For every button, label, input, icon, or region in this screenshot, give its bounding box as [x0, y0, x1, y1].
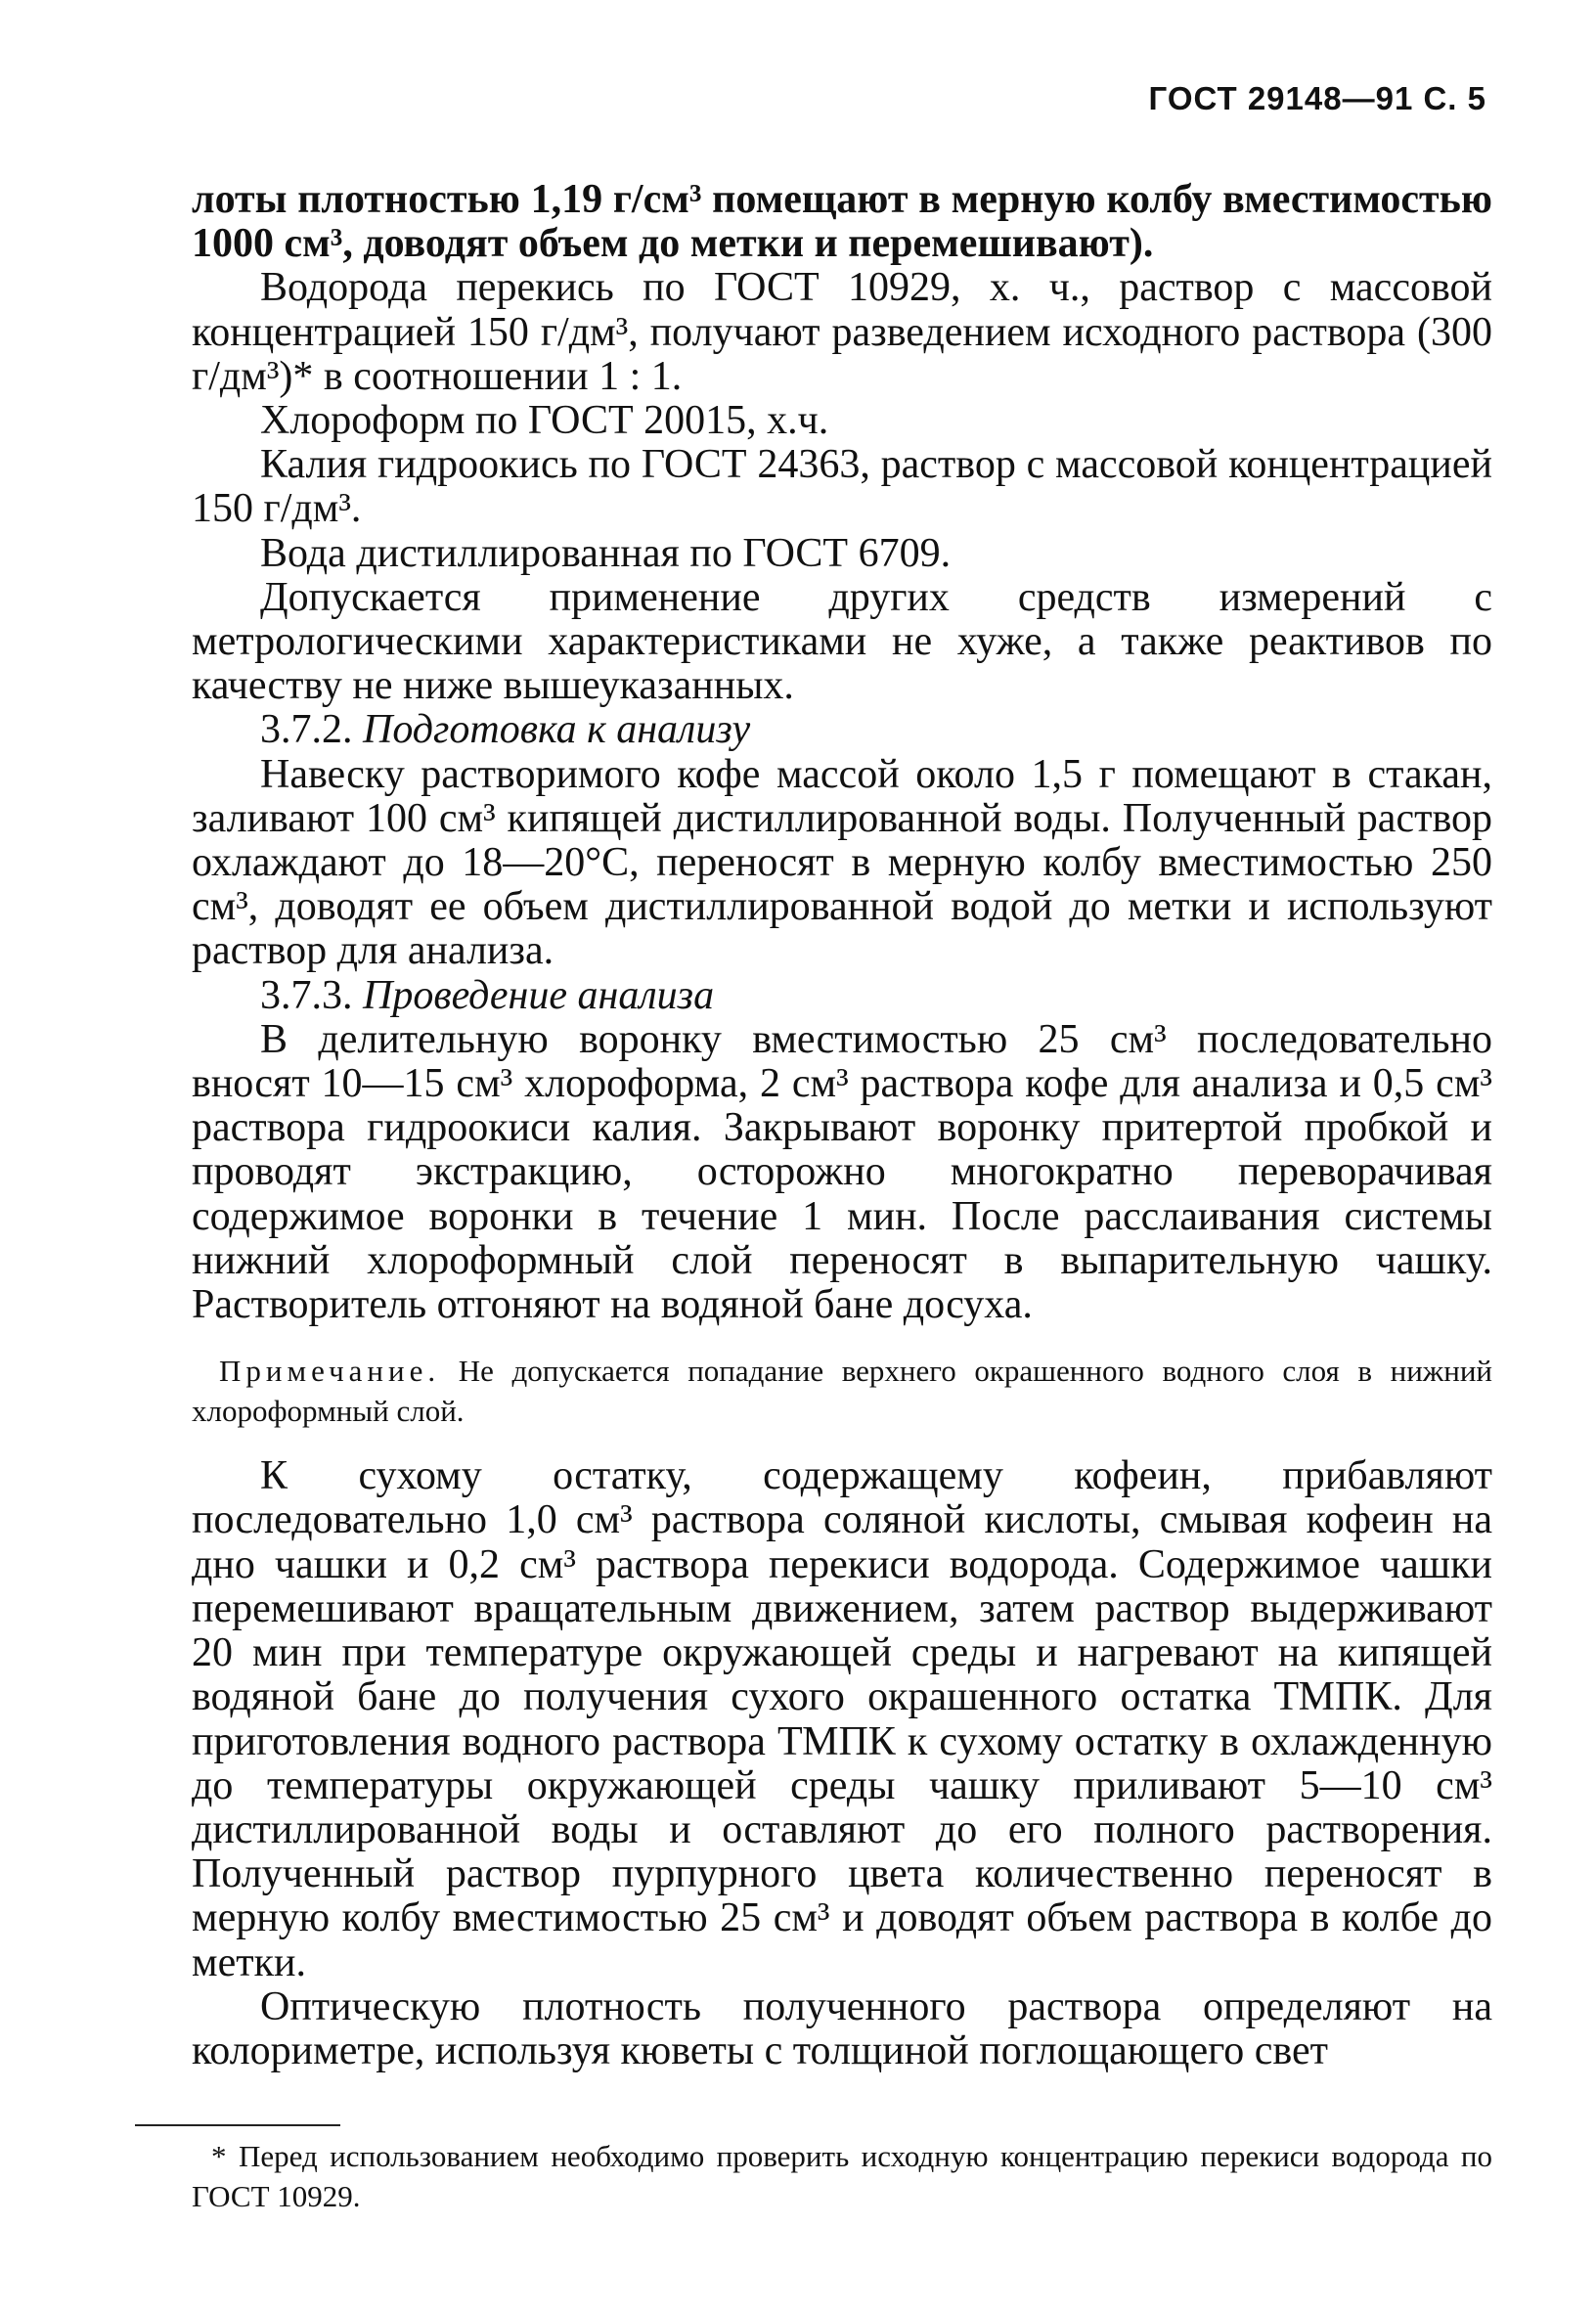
paragraph-distilled-water: Вода дистиллированная по ГОСТ 6709.	[260, 530, 952, 576]
paragraph-continuation: лоты плотностью 1,19 г/см³ помещают в мерную колбу вместимостью 1000 см³, доводят объем до метки и перемешивают).	[192, 177, 1492, 267]
footnote-divider	[135, 2124, 340, 2126]
section-title: Проведение анализа	[363, 972, 715, 1018]
paragraph-dry-residue: К сухому остатку, содержащему кофеин, прибавляют последовательно 1,0 см³ раствора соляной кислоты, смывая кофеин на дно чашки и 0,2 см³ раствора перекиси водорода. Содержимое чашки перемешивают вращательным движением, затем раствор выдерживают 20 мин при температуре окружающей среды и нагревают на кипящей водяной бане до получения сухого окрашенного остатка ТМПК. Для приготовления водного раствора ТМПК к сухому остатку в охлажденную до температуры окружающей среды чашку приливают 5—10 см³ дистиллированной воды и оставляют до его полного растворения. Полученный раствор пурпурного цвета количественно переносят в мерную колбу вместимостью 25 см³ и доводят объем раствора в колбе до метки.	[192, 1453, 1492, 1985]
paragraph-optical-density: Оптическую плотность полученного раствора определяют на колориметре, используя кюветы с толщиной поглощающего свет	[192, 1983, 1492, 2073]
paragraph-preparation: Навеску растворимого кофе массой около 1,5 г помещают в стакан, заливают 100 см³ кипящей дистиллированной воды. Полученный раствор охлаждают до 18—20°С, переносят в мерную колбу вместимостью 250 см³, доводят ее объем дистиллированной водой до метки и используют раствор для анализа.	[192, 751, 1492, 974]
paragraph-potassium-hydroxide: Калия гидроокись по ГОСТ 24363, раствор с массовой концентрацией 150 г/дм³.	[192, 442, 1492, 532]
note-label: Примечание.	[219, 1354, 441, 1389]
paragraph-chloroform: Хлороформ по ГОСТ 20015, х.ч.	[260, 398, 829, 444]
section-heading-3-7-3	[192, 974, 1492, 1018]
paragraph-procedure: В делительную воронку вместимостью 25 см³ последовательно вносят 10—15 см³ хлороформа, 2 см³ раствора кофе для анализа и 0,5 см³ раствора гидроокиси калия. Закрывают воронку притертой пробкой и проводят экстракцию, осторожно многократно переворачивая содержимое воронки в течение 1 мин. После расслаивания системы нижний хлороформный слой переносят в выпарительную чашку. Растворитель отгоняют на водяной бане досуха.	[192, 1016, 1492, 1328]
main-text	[192, 178, 1492, 2073]
note	[192, 1351, 1492, 1431]
paragraph-allowed-substitutes: Допускается применение других средств измерений с метрологическими характеристиками не хуже, а также реактивов по качеству не ниже вышеуказанных.	[192, 574, 1492, 709]
running-header: ГОСТ 29148—91 С. 5	[1148, 80, 1486, 116]
paragraph-hydrogen-peroxide: Водорода перекись по ГОСТ 10929, х. ч., раствор с массовой концентрацией 150 г/дм³, получают разведением исходного раствора (300 г/дм³)* в соотношении 1 : 1.	[192, 265, 1492, 399]
section-title: Подготовка к анализу	[363, 707, 751, 753]
section-heading-3-7-2	[192, 708, 1492, 752]
footnote: * Перед использованием необходимо проверить исходную концентрацию перекиси водорода по ГОСТ 10929.	[192, 2139, 1492, 2213]
note-text: Не допускается попадание верхнего окрашенного водного слоя в нижний хлороформный слой.	[192, 1354, 1492, 1429]
section-number: 3.7.3.	[260, 972, 353, 1018]
section-number: 3.7.2.	[260, 707, 353, 753]
